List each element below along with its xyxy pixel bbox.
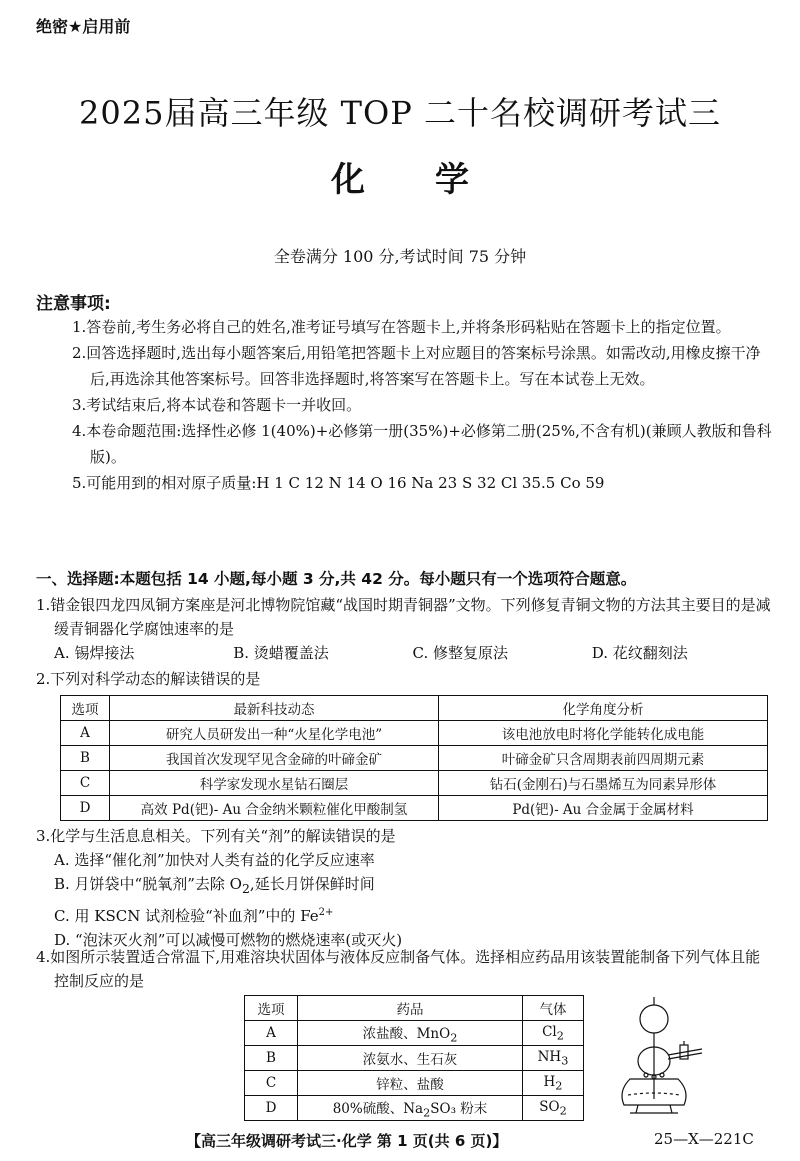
table-cell: 浓氨水、生石灰 xyxy=(298,1046,523,1071)
drug: 浓盐酸、MnO xyxy=(362,1025,451,1042)
subject-char-1: 化 xyxy=(331,160,365,200)
table-cell: Pd(钯)- Au 合金属于金属材料 xyxy=(439,796,768,821)
section-heading: 一、选择题:本题包括 14 小题,每小题 3 分,共 42 分。每小题只有一个选项符合题意。 xyxy=(36,570,637,588)
stand xyxy=(630,1105,678,1113)
table-header: 化学角度分析 xyxy=(439,696,768,721)
table-row xyxy=(245,1021,584,1046)
subject-char-2: 学 xyxy=(435,160,469,200)
notice-item: 5.可能用到的相对原子质量:H 1 C 12 N 14 O 16 Na 23 S 32 Cl 35.5 Co 59 xyxy=(72,474,605,492)
table-cell: 高效 Pd(钯)- Au 合金纳米颗粒催化甲酸制氢 xyxy=(110,796,439,821)
question-text: 4.如图所示装置适合常温下,用难溶块状固体与液体反应制备气体。选择相应药品用该装置能制备下列气体且能控制反应的是 xyxy=(36,948,761,990)
table-header: 药品 xyxy=(298,996,523,1021)
subject-title xyxy=(0,152,800,201)
table-cell: B xyxy=(61,746,110,771)
table-cell: C xyxy=(61,771,110,796)
q4-table xyxy=(244,995,584,1121)
option-b-post: ,延长月饼保鲜时间 xyxy=(249,875,375,893)
notice-heading: 注意事项: xyxy=(36,294,111,314)
solid-lump xyxy=(644,1073,648,1077)
table-row xyxy=(245,1071,584,1096)
table-cell: A xyxy=(61,721,110,746)
option-c xyxy=(36,901,771,928)
question-1 xyxy=(36,593,771,665)
drug-tail: SO₃ 粉末 xyxy=(430,1100,488,1117)
gas-sub: 3 xyxy=(561,1054,569,1068)
table-cell: 该电池放电时将化学能转化成电能 xyxy=(439,721,768,746)
table-cell: 锌粒、盐酸 xyxy=(298,1071,523,1096)
table-cell: C xyxy=(245,1071,298,1096)
table-row xyxy=(61,746,768,771)
question-2 xyxy=(36,667,771,691)
option-b-sub: 2 xyxy=(241,881,250,896)
option-d: D. “泡沫灭火剂”可以减慢可燃物的燃烧速率(或灭火) xyxy=(54,931,403,949)
drug-sub: 2 xyxy=(450,1031,458,1045)
solid-lump xyxy=(660,1073,664,1077)
table-cell xyxy=(298,1021,523,1046)
drug-sub: 2 xyxy=(423,1106,431,1120)
score-line: 全卷满分 100 分,考试时间 75 分钟 xyxy=(273,247,527,266)
gas-sub: 2 xyxy=(559,1104,567,1118)
kipp-apparatus-diagram xyxy=(610,995,720,1117)
option-a: A. 锡焊接法 xyxy=(54,644,135,662)
table-cell: A xyxy=(245,1021,298,1046)
table-row xyxy=(61,721,768,746)
footer-text: 【高三年级调研考试三·化学 第 1 页(共 6 页)】 xyxy=(186,1132,508,1150)
question-text: 1.错金银四龙四凤铜方案座是河北博物院馆藏“战国时期青铜器”文物。下列修复青铜文物的方法其主要目的是减缓青铜器化学腐蚀速率的是 xyxy=(36,596,771,638)
table-cell: 钻石(金刚石)与石墨烯互为同素异形体 xyxy=(439,771,768,796)
exam-title: 2025届高三年级 TOP 二十名校调研考试三 xyxy=(79,94,721,132)
table-cell: D xyxy=(61,796,110,821)
table-row xyxy=(61,771,768,796)
notice-item: 3.考试结束后,将本试卷和答题卡一并收回。 xyxy=(72,396,362,414)
table-header: 最新科技动态 xyxy=(110,696,439,721)
question-text: 2.下列对科学动态的解读错误的是 xyxy=(36,670,261,688)
notice-item: 2.回答选择题时,选出每小题答案后,用铅笔把答题卡上对应题目的答案标号涂黑。如需改动,用橡皮擦干净后,再选涂其他答案标号。回答非选择题时,将答案写在答题卡上。写在本试卷上无效。 xyxy=(72,344,761,388)
option-c-pre: C. 用 KSCN 试剂检验“补血剂”中的 Fe xyxy=(54,907,319,925)
gas: NH xyxy=(537,1048,562,1065)
option-b-pre: B. 月饼袋中“脱氧剂”去除 O xyxy=(54,875,242,893)
option-b xyxy=(36,872,771,901)
gas: SO xyxy=(539,1098,560,1115)
q2-table xyxy=(60,695,768,821)
option-a: A. 选择“催化剂”加快对人类有益的化学反应速率 xyxy=(54,851,375,869)
option-c: C. 修整复原法 xyxy=(412,644,508,662)
table-cell xyxy=(523,1096,584,1121)
table-cell: D xyxy=(245,1096,298,1121)
table-cell: B xyxy=(245,1046,298,1071)
gas-sub: 2 xyxy=(555,1079,563,1093)
option-d: D. 花纹翻刻法 xyxy=(591,644,688,662)
table-cell: 叶碲金矿只含周期表前四周期元素 xyxy=(439,746,768,771)
secret-label: 绝密★启用前 xyxy=(36,17,131,36)
table-header-row xyxy=(245,996,584,1021)
table-header-row xyxy=(61,696,768,721)
gas: H xyxy=(543,1073,556,1090)
question-4 xyxy=(36,945,771,993)
funnel-bulb xyxy=(640,1005,668,1033)
table-header: 选项 xyxy=(61,696,110,721)
drug: 80%硫酸、Na xyxy=(332,1100,424,1117)
question-text: 3.化学与生活息息相关。下列有关“剂”的解读错误的是 xyxy=(36,827,396,845)
table-cell: 我国首次发现罕见含金碲的叶碲金矿 xyxy=(110,746,439,771)
gas: Cl xyxy=(542,1023,557,1040)
gas-sub: 2 xyxy=(556,1029,564,1043)
option-b: B. 烫蜡覆盖法 xyxy=(233,644,329,662)
table-cell xyxy=(298,1096,523,1121)
table-row xyxy=(61,796,768,821)
notice-item: 1.答卷前,考生务必将自己的姓名,准考证号填写在答题卡上,并将条形码粘贴在答题卡上的指定位置。 xyxy=(72,318,731,336)
options-row xyxy=(36,641,771,665)
exam-code: 25—X—221C xyxy=(654,1130,754,1148)
notice-item: 4.本卷命题范围:选择性必修 1(40%)+必修第一册(35%)+必修第二册(25%,不含有机)(兼顾人教版和鲁科版)。 xyxy=(72,422,772,466)
question-3 xyxy=(36,824,771,952)
table-cell xyxy=(523,1021,584,1046)
notice-list xyxy=(72,314,772,496)
table-header: 气体 xyxy=(523,996,584,1021)
table-row xyxy=(245,1046,584,1071)
table-header: 选项 xyxy=(245,996,298,1021)
option-c-sup: 2+ xyxy=(318,907,334,918)
table-cell: 研究人员研发出一种“火星化学电池” xyxy=(110,721,439,746)
table-cell xyxy=(523,1071,584,1096)
table-cell xyxy=(523,1046,584,1071)
table-cell: 科学家发现水星钻石圈层 xyxy=(110,771,439,796)
table-row xyxy=(245,1096,584,1121)
